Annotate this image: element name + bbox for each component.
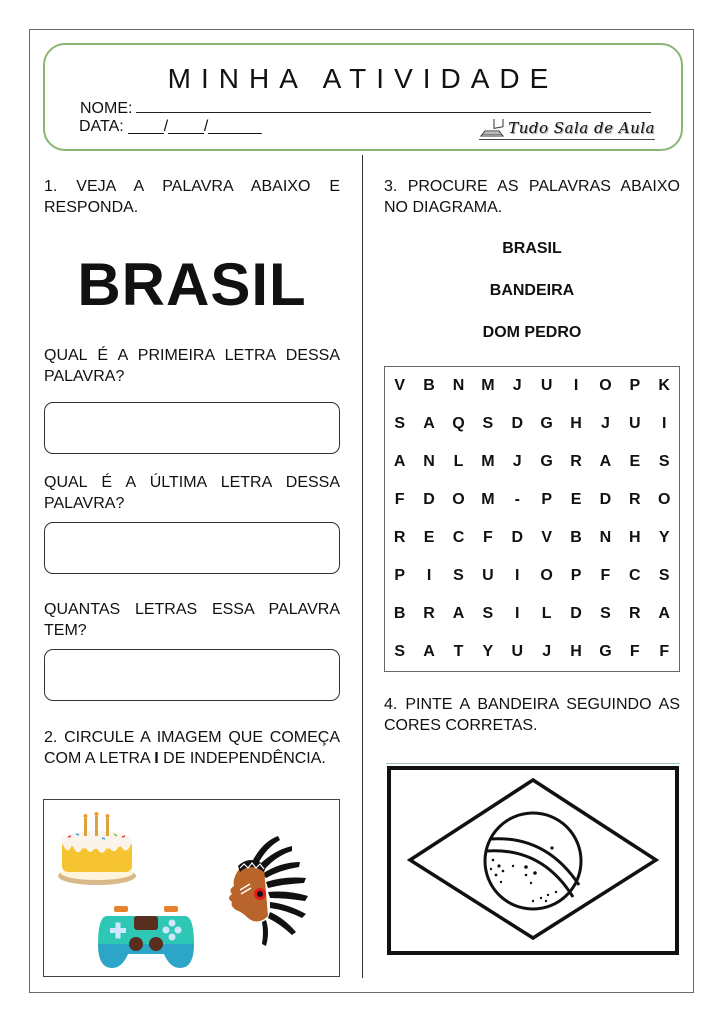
grid-cell[interactable]: G: [540, 415, 553, 432]
grid-cell[interactable]: F: [659, 643, 670, 660]
grid-cell[interactable]: A: [423, 415, 435, 432]
grid-cell[interactable]: C: [629, 567, 641, 584]
grid-cell[interactable]: N: [423, 453, 435, 470]
grid-cell[interactable]: L: [541, 605, 552, 622]
grid-cell[interactable]: O: [452, 491, 465, 508]
grid-cell[interactable]: P: [541, 491, 552, 508]
word-search-grid: [384, 366, 680, 672]
grid-cell[interactable]: F: [600, 567, 611, 584]
word-to-find: BANDEIRA: [489, 282, 575, 299]
question-last-letter: QUAL É A ÚLTIMA LETRA DESSA PALAVRA?: [44, 474, 340, 512]
grid-row: [385, 557, 679, 595]
flag-top-rule: [386, 763, 680, 764]
question-first-letter: QUAL É A PRIMEIRA LETRA DESSA PALAVRA?: [44, 347, 340, 385]
date-blank[interactable]: ____/____/______: [128, 118, 262, 135]
date-field[interactable]: [79, 118, 262, 136]
cake-icon[interactable]: [56, 812, 138, 888]
grid-cell[interactable]: J: [600, 415, 610, 432]
grid-cell[interactable]: E: [423, 529, 435, 546]
grid-cell[interactable]: D: [423, 491, 435, 508]
grid-cell[interactable]: S: [658, 567, 670, 584]
grid-row: [385, 519, 679, 557]
grid-cell[interactable]: J: [512, 453, 522, 470]
grid-cell[interactable]: R: [629, 491, 641, 508]
grid-cell[interactable]: G: [599, 643, 612, 660]
grid-cell[interactable]: S: [482, 415, 494, 432]
grid-row: [385, 367, 679, 405]
page-title: MINHA ATIVIDADE: [167, 63, 559, 94]
grid-cell[interactable]: V: [541, 529, 552, 546]
section4-prompt: 4. PINTE A BANDEIRA SEGUINDO AS CORES CORRETAS.: [384, 696, 680, 734]
grid-cell[interactable]: L: [453, 453, 464, 470]
grid-cell[interactable]: I: [515, 605, 520, 622]
grid-cell[interactable]: D: [511, 529, 524, 546]
grid-cell[interactable]: A: [599, 453, 612, 470]
grid-cell[interactable]: M: [481, 491, 495, 508]
grid-cell[interactable]: S: [453, 567, 464, 584]
grid-row: [385, 595, 679, 633]
grid-cell[interactable]: F: [482, 529, 493, 546]
grid-cell[interactable]: S: [658, 453, 670, 470]
question-letter-count: QUANTAS LETRAS ESSA PALAVRA TEM?: [44, 601, 340, 639]
grid-cell[interactable]: J: [542, 643, 552, 660]
answer-box-last-letter[interactable]: [44, 522, 340, 574]
grid-cell[interactable]: F: [629, 643, 640, 660]
word-to-find: BRASIL: [502, 240, 562, 257]
grid-cell[interactable]: G: [540, 453, 553, 470]
answer-box-first-letter[interactable]: [44, 402, 340, 454]
name-label: NOME:: [80, 100, 133, 117]
word-to-find: DOM PEDRO: [482, 324, 582, 341]
grid-cell[interactable]: A: [658, 605, 670, 622]
brazil-flag-outline[interactable]: [386, 765, 680, 957]
grid-cell[interactable]: R: [570, 453, 582, 470]
grid-cell[interactable]: N: [452, 377, 465, 394]
grid-cell[interactable]: O: [599, 377, 612, 394]
grid-cell[interactable]: H: [570, 415, 582, 432]
grid-cell[interactable]: M: [481, 453, 495, 470]
grid-cell[interactable]: R: [423, 605, 435, 622]
grid-cell[interactable]: N: [599, 529, 612, 546]
grid-cell[interactable]: S: [482, 605, 494, 622]
grid-cell[interactable]: I: [661, 415, 667, 432]
game-controller-icon[interactable]: [96, 904, 196, 970]
grid-cell[interactable]: T: [453, 643, 464, 660]
laptop-icon: [479, 119, 505, 137]
grid-cell[interactable]: K: [658, 377, 670, 394]
grid-cell[interactable]: B: [423, 377, 435, 394]
grid-cell[interactable]: Y: [482, 643, 494, 660]
grid-cell[interactable]: P: [570, 567, 582, 584]
grid-row: [385, 405, 679, 443]
grid-cell[interactable]: B: [393, 605, 406, 622]
grid-cell[interactable]: U: [629, 415, 641, 432]
grid-cell[interactable]: D: [599, 491, 612, 508]
grid-cell[interactable]: H: [629, 529, 641, 546]
column-divider: [362, 155, 363, 978]
name-blank-line[interactable]: [136, 98, 651, 113]
logo-underline: [479, 139, 655, 140]
grid-cell[interactable]: U: [482, 567, 494, 584]
date-label: DATA:: [79, 118, 124, 135]
grid-cell[interactable]: I: [515, 567, 520, 584]
name-field[interactable]: [80, 98, 651, 118]
section1-prompt: 1. VEJA A PALAVRA ABAIXO E RESPONDA.: [44, 178, 340, 216]
grid-cell[interactable]: E: [629, 453, 641, 470]
grid-cell[interactable]: P: [394, 567, 406, 584]
grid-cell[interactable]: E: [570, 491, 582, 508]
grid-cell[interactable]: U: [511, 643, 524, 660]
grid-cell[interactable]: U: [540, 377, 553, 394]
section2-prompt-part2: DE INDEPENDÊNCIA.: [158, 750, 326, 767]
grid-cell[interactable]: -: [514, 491, 520, 508]
section3-prompt: 3. PROCURE AS PALAVRAS ABAIXO NO DIAGRAMA.: [384, 178, 680, 216]
grid-cell[interactable]: A: [452, 605, 465, 622]
grid-cell[interactable]: H: [570, 643, 582, 660]
grid-cell[interactable]: F: [394, 491, 405, 508]
grid-cell[interactable]: R: [393, 529, 406, 546]
grid-cell[interactable]: O: [540, 567, 553, 584]
featured-word: BRASIL: [77, 251, 307, 318]
section2-prompt: [44, 727, 340, 769]
grid-cell[interactable]: I: [573, 377, 579, 394]
image-choice-box: [43, 799, 340, 977]
grid-cell[interactable]: S: [600, 605, 611, 622]
grid-cell[interactable]: B: [570, 529, 582, 546]
grid-cell[interactable]: R: [629, 605, 641, 622]
section2-prompt-part1: 2. CIRCULE A IMAGEM QUE COMEÇA COM A LETRA: [44, 729, 340, 767]
section2-prompt-letter: I: [154, 750, 159, 767]
grid-row: [385, 443, 679, 481]
grid-cell[interactable]: I: [426, 567, 432, 584]
grid-row: [385, 633, 679, 671]
logo: [479, 119, 655, 137]
answer-box-letter-count[interactable]: [44, 649, 340, 701]
grid-cell[interactable]: P: [629, 377, 641, 394]
logo-text: Tudo Sala de Aula: [508, 119, 655, 137]
grid-cell[interactable]: C: [452, 529, 465, 546]
grid-cell[interactable]: Y: [658, 529, 670, 546]
header-box: [43, 43, 683, 151]
grid-cell[interactable]: A: [393, 453, 406, 470]
grid-cell[interactable]: Q: [452, 415, 465, 432]
grid-cell[interactable]: J: [512, 377, 522, 394]
grid-cell[interactable]: D: [511, 415, 524, 432]
grid-cell[interactable]: A: [423, 643, 435, 660]
grid-row: [385, 481, 679, 519]
grid-cell[interactable]: V: [394, 377, 406, 394]
grid-cell[interactable]: O: [657, 491, 671, 508]
grid-cell[interactable]: S: [394, 643, 406, 660]
indigenous-headdress-icon[interactable]: [222, 832, 314, 948]
grid-cell[interactable]: S: [394, 415, 406, 432]
grid-cell[interactable]: D: [570, 605, 582, 622]
grid-cell[interactable]: M: [481, 377, 495, 394]
